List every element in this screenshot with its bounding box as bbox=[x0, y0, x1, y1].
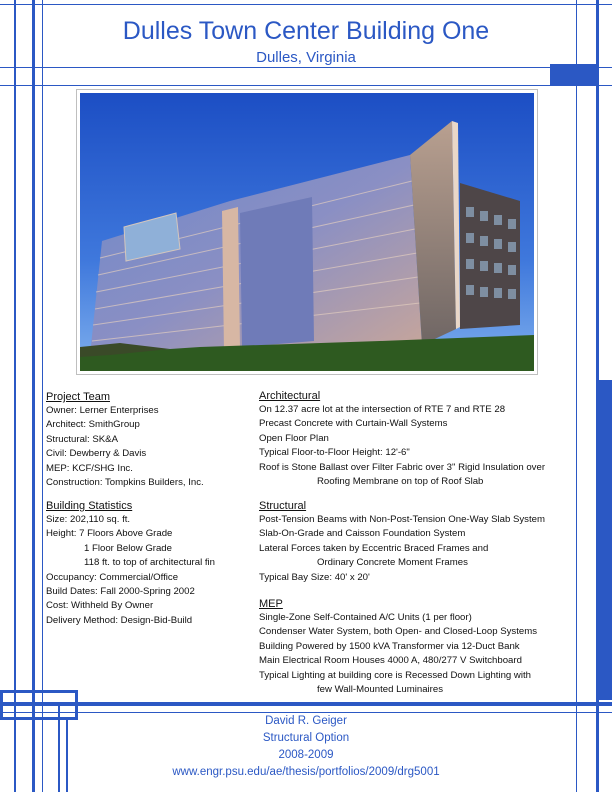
building-photo bbox=[80, 93, 534, 371]
frame-line-top bbox=[0, 4, 612, 5]
stat-height-below: 1 Floor Below Grade bbox=[84, 542, 172, 554]
architectural-line: Roof is Stone Ballast over Filter Fabric over 3" Rigid Insulation over bbox=[259, 461, 546, 473]
structural-heading: Structural bbox=[259, 500, 307, 512]
project-team-line: Architect: SmithGroup bbox=[46, 419, 140, 431]
structural-line: Typical Bay Size: 40' x 20' bbox=[259, 571, 370, 583]
frame-line-left-3 bbox=[42, 0, 43, 792]
structural-line: Slab-On-Grade and Caisson Foundation System bbox=[259, 528, 466, 540]
page-title: Dulles Town Center Building One bbox=[122, 17, 490, 45]
footer-option: Structural Option bbox=[262, 732, 350, 744]
architectural-heading: Architectural bbox=[259, 390, 321, 402]
mep-line: Typical Lighting at building core is Recessed Down Lighting with bbox=[259, 669, 531, 681]
footer-years: 2008-2009 bbox=[278, 749, 334, 761]
building-statistics-section bbox=[46, 499, 256, 628]
architectural-line: Open Floor Plan bbox=[259, 432, 329, 444]
precast-band bbox=[222, 207, 240, 351]
stat-height: Height: 7 Floors Above Grade bbox=[46, 528, 173, 540]
project-team-line: Construction: Tompkins Builders, Inc. bbox=[46, 477, 204, 489]
building-statistics-heading: Building Statistics bbox=[46, 500, 133, 512]
stat-cost: Cost: Withheld By Owner bbox=[46, 600, 154, 612]
architectural-line: Roofing Membrane on top of Roof Slab bbox=[317, 476, 484, 488]
photo-frame bbox=[76, 89, 538, 375]
frame-line-bottom-2 bbox=[0, 712, 612, 713]
frame-line-left-outer bbox=[14, 0, 16, 792]
stat-height-fin: 118 ft. to top of architectural fin bbox=[84, 557, 216, 569]
project-team-section bbox=[46, 390, 256, 490]
mep-line: Building Powered by 1500 kVA Transformer via 12-Duct Bank bbox=[259, 640, 520, 652]
mep-line: Main Electrical Room Houses 4000 A, 480/277 V Switchboard bbox=[259, 655, 522, 667]
architectural-line: On 12.37 acre lot at the intersection of RTE 7 and RTE 28 bbox=[259, 404, 506, 415]
stat-build-dates: Build Dates: Fall 2000-Spring 2002 bbox=[46, 586, 195, 598]
stat-occupancy: Occupancy: Commercial/Office bbox=[46, 571, 179, 583]
footer-author: David R. Geiger bbox=[265, 715, 347, 727]
frame-line-header bbox=[0, 85, 612, 86]
project-team-heading: Project Team bbox=[46, 391, 110, 403]
footer-url[interactable]: www.engr.psu.edu/ae/thesis/portfolios/2009/drg5001 bbox=[172, 766, 440, 778]
mep-line: Condenser Water System, both Open- and Closed-Loop Systems bbox=[259, 626, 537, 638]
mep-line: few Wall-Mounted Luminaires bbox=[317, 684, 444, 696]
architectural-line: Typical Floor-to-Floor Height: 12'-6" bbox=[259, 447, 410, 459]
mep-line: Single-Zone Self-Contained A/C Units (1 per floor) bbox=[259, 612, 472, 623]
page-subtitle: Dulles, Virginia bbox=[256, 49, 356, 66]
accent-block-right-bar bbox=[596, 380, 612, 700]
project-team-line: Structural: SK&A bbox=[46, 433, 118, 445]
structural-section bbox=[259, 499, 594, 585]
project-team-line: Owner: Lerner Enterprises bbox=[46, 405, 159, 416]
right-wing bbox=[460, 183, 520, 329]
frame-line-left-inner bbox=[32, 0, 35, 792]
mep-heading: MEP bbox=[259, 598, 283, 610]
architectural-section bbox=[259, 389, 594, 489]
stat-size: Size: 202,110 sq. ft. bbox=[46, 514, 131, 525]
architectural-line: Precast Concrete with Curtain-Wall Systems bbox=[259, 418, 448, 430]
mep-section bbox=[259, 597, 594, 697]
stat-delivery: Delivery Method: Design-Bid-Build bbox=[46, 614, 193, 626]
project-team-line: Civil: Dewberry & Davis bbox=[46, 448, 147, 460]
project-team-line: MEP: KCF/SHG Inc. bbox=[46, 462, 133, 474]
curtain-wall-band bbox=[240, 197, 314, 347]
structural-line: Lateral Forces taken by Eccentric Braced Frames and bbox=[259, 542, 489, 554]
frame-line-bottom-1 bbox=[0, 702, 612, 706]
structural-line: Post-Tension Beams with Non-Post-Tension One-Way Slab System bbox=[259, 514, 545, 525]
structural-line: Ordinary Concrete Moment Frames bbox=[317, 557, 468, 569]
